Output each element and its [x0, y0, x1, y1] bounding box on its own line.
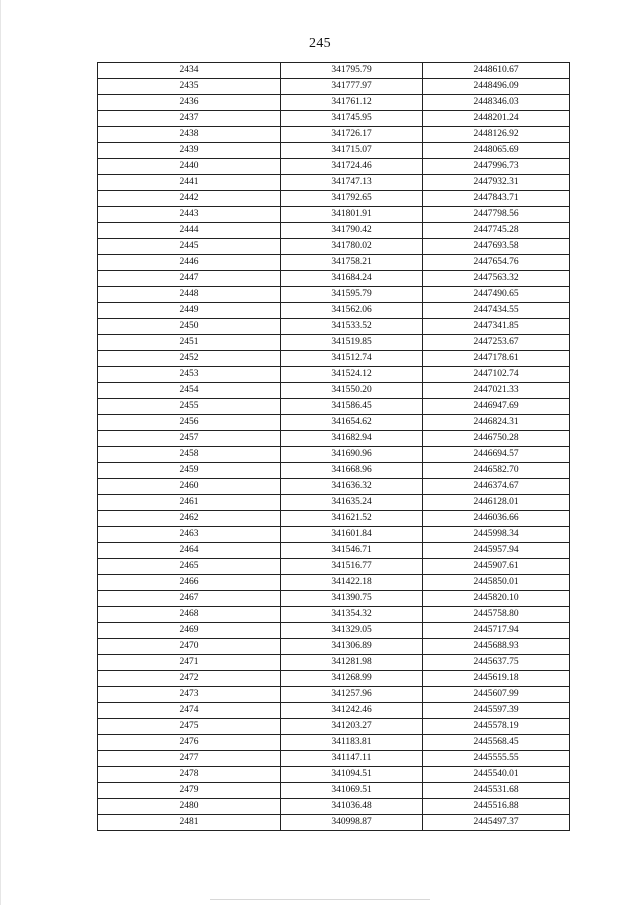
point-id-cell: 2440 [98, 159, 281, 175]
table-row [98, 143, 570, 159]
y-coordinate-cell: 2445850.01 [423, 575, 570, 591]
table-row [98, 719, 570, 735]
x-coordinate-cell: 341516.77 [281, 559, 423, 575]
point-id-cell: 2454 [98, 383, 281, 399]
x-coordinate-cell: 341668.96 [281, 463, 423, 479]
point-id-cell: 2467 [98, 591, 281, 607]
table-row [98, 287, 570, 303]
y-coordinate-cell: 2447932.31 [423, 175, 570, 191]
x-coordinate-cell: 340998.87 [281, 815, 423, 831]
table-row [98, 735, 570, 751]
table-row [98, 511, 570, 527]
y-coordinate-cell: 2447563.32 [423, 271, 570, 287]
y-coordinate-cell: 2446582.70 [423, 463, 570, 479]
x-coordinate-cell: 341257.96 [281, 687, 423, 703]
y-coordinate-cell: 2445998.34 [423, 527, 570, 543]
point-id-cell: 2441 [98, 175, 281, 191]
scan-edge-bottom [210, 899, 430, 900]
x-coordinate-cell: 341636.32 [281, 479, 423, 495]
point-id-cell: 2458 [98, 447, 281, 463]
x-coordinate-cell: 341635.24 [281, 495, 423, 511]
table-row [98, 79, 570, 95]
table-row [98, 271, 570, 287]
table-row [98, 303, 570, 319]
point-id-cell: 2456 [98, 415, 281, 431]
table-row [98, 559, 570, 575]
coordinate-table-body [98, 63, 570, 831]
x-coordinate-cell: 341422.18 [281, 575, 423, 591]
point-id-cell: 2480 [98, 799, 281, 815]
x-coordinate-cell: 341758.21 [281, 255, 423, 271]
table-row [98, 383, 570, 399]
point-id-cell: 2446 [98, 255, 281, 271]
x-coordinate-cell: 341801.91 [281, 207, 423, 223]
y-coordinate-cell: 2445555.55 [423, 751, 570, 767]
y-coordinate-cell: 2445607.99 [423, 687, 570, 703]
table-row [98, 319, 570, 335]
x-coordinate-cell: 341546.71 [281, 543, 423, 559]
table-row [98, 175, 570, 191]
x-coordinate-cell: 341747.13 [281, 175, 423, 191]
y-coordinate-cell: 2447253.67 [423, 335, 570, 351]
y-coordinate-cell: 2447654.76 [423, 255, 570, 271]
x-coordinate-cell: 341329.05 [281, 623, 423, 639]
y-coordinate-cell: 2447745.28 [423, 223, 570, 239]
x-coordinate-cell: 341519.85 [281, 335, 423, 351]
point-id-cell: 2457 [98, 431, 281, 447]
point-id-cell: 2473 [98, 687, 281, 703]
table-row [98, 767, 570, 783]
y-coordinate-cell: 2447490.65 [423, 287, 570, 303]
table-row [98, 687, 570, 703]
y-coordinate-cell: 2445540.01 [423, 767, 570, 783]
table-row [98, 799, 570, 815]
point-id-cell: 2481 [98, 815, 281, 831]
point-id-cell: 2463 [98, 527, 281, 543]
x-coordinate-cell: 341562.06 [281, 303, 423, 319]
y-coordinate-cell: 2446036.66 [423, 511, 570, 527]
x-coordinate-cell: 341036.48 [281, 799, 423, 815]
y-coordinate-cell: 2447102.74 [423, 367, 570, 383]
y-coordinate-cell: 2448496.09 [423, 79, 570, 95]
page-number: 245 [309, 36, 331, 51]
y-coordinate-cell: 2446750.28 [423, 431, 570, 447]
point-id-cell: 2447 [98, 271, 281, 287]
x-coordinate-cell: 341621.52 [281, 511, 423, 527]
x-coordinate-cell: 341094.51 [281, 767, 423, 783]
y-coordinate-cell: 2447996.73 [423, 159, 570, 175]
table-row [98, 255, 570, 271]
point-id-cell: 2437 [98, 111, 281, 127]
x-coordinate-cell: 341524.12 [281, 367, 423, 383]
table-row [98, 159, 570, 175]
y-coordinate-cell: 2445531.68 [423, 783, 570, 799]
y-coordinate-cell: 2445619.18 [423, 671, 570, 687]
x-coordinate-cell: 341690.96 [281, 447, 423, 463]
x-coordinate-cell: 341242.46 [281, 703, 423, 719]
x-coordinate-cell: 341586.45 [281, 399, 423, 415]
point-id-cell: 2469 [98, 623, 281, 639]
table-row [98, 223, 570, 239]
y-coordinate-cell: 2446128.01 [423, 495, 570, 511]
point-id-cell: 2449 [98, 303, 281, 319]
x-coordinate-cell: 341682.94 [281, 431, 423, 447]
y-coordinate-cell: 2445907.61 [423, 559, 570, 575]
y-coordinate-cell: 2448201.24 [423, 111, 570, 127]
point-id-cell: 2478 [98, 767, 281, 783]
x-coordinate-cell: 341715.07 [281, 143, 423, 159]
y-coordinate-cell: 2448610.67 [423, 63, 570, 79]
y-coordinate-cell: 2445497.37 [423, 815, 570, 831]
point-id-cell: 2472 [98, 671, 281, 687]
x-coordinate-cell: 341354.32 [281, 607, 423, 623]
y-coordinate-cell: 2447021.33 [423, 383, 570, 399]
point-id-cell: 2462 [98, 511, 281, 527]
x-coordinate-cell: 341777.97 [281, 79, 423, 95]
table-row [98, 399, 570, 415]
scan-edge-left [0, 0, 1, 905]
point-id-cell: 2452 [98, 351, 281, 367]
table-row [98, 591, 570, 607]
point-id-cell: 2439 [98, 143, 281, 159]
y-coordinate-cell: 2446947.69 [423, 399, 570, 415]
point-id-cell: 2474 [98, 703, 281, 719]
table-row [98, 335, 570, 351]
x-coordinate-cell: 341595.79 [281, 287, 423, 303]
point-id-cell: 2471 [98, 655, 281, 671]
table-row [98, 415, 570, 431]
x-coordinate-cell: 341281.98 [281, 655, 423, 671]
x-coordinate-cell: 341724.46 [281, 159, 423, 175]
y-coordinate-cell: 2445637.75 [423, 655, 570, 671]
x-coordinate-cell: 341795.79 [281, 63, 423, 79]
point-id-cell: 2477 [98, 751, 281, 767]
table-row [98, 95, 570, 111]
x-coordinate-cell: 341684.24 [281, 271, 423, 287]
point-id-cell: 2453 [98, 367, 281, 383]
table-row [98, 495, 570, 511]
table-row [98, 127, 570, 143]
x-coordinate-cell: 341726.17 [281, 127, 423, 143]
x-coordinate-cell: 341550.20 [281, 383, 423, 399]
table-row [98, 111, 570, 127]
point-id-cell: 2442 [98, 191, 281, 207]
y-coordinate-cell: 2445957.94 [423, 543, 570, 559]
y-coordinate-cell: 2446694.57 [423, 447, 570, 463]
point-id-cell: 2450 [98, 319, 281, 335]
point-id-cell: 2438 [98, 127, 281, 143]
table-row [98, 351, 570, 367]
table-row [98, 479, 570, 495]
y-coordinate-cell: 2447843.71 [423, 191, 570, 207]
table-row [98, 623, 570, 639]
y-coordinate-cell: 2446374.67 [423, 479, 570, 495]
y-coordinate-cell: 2445717.94 [423, 623, 570, 639]
table-row [98, 703, 570, 719]
x-coordinate-cell: 341792.65 [281, 191, 423, 207]
table-row [98, 783, 570, 799]
point-id-cell: 2434 [98, 63, 281, 79]
x-coordinate-cell: 341390.75 [281, 591, 423, 607]
point-id-cell: 2464 [98, 543, 281, 559]
point-id-cell: 2466 [98, 575, 281, 591]
y-coordinate-cell: 2445597.39 [423, 703, 570, 719]
y-coordinate-cell: 2445820.10 [423, 591, 570, 607]
x-coordinate-cell: 341601.84 [281, 527, 423, 543]
point-id-cell: 2444 [98, 223, 281, 239]
point-id-cell: 2479 [98, 783, 281, 799]
x-coordinate-cell: 341790.42 [281, 223, 423, 239]
point-id-cell: 2475 [98, 719, 281, 735]
x-coordinate-cell: 341183.81 [281, 735, 423, 751]
table-row [98, 575, 570, 591]
table-row [98, 207, 570, 223]
point-id-cell: 2443 [98, 207, 281, 223]
table-row [98, 543, 570, 559]
table-row [98, 239, 570, 255]
x-coordinate-cell: 341203.27 [281, 719, 423, 735]
y-coordinate-cell: 2448065.69 [423, 143, 570, 159]
point-id-cell: 2445 [98, 239, 281, 255]
x-coordinate-cell: 341761.12 [281, 95, 423, 111]
y-coordinate-cell: 2447434.55 [423, 303, 570, 319]
point-id-cell: 2436 [98, 95, 281, 111]
y-coordinate-cell: 2448346.03 [423, 95, 570, 111]
y-coordinate-cell: 2447341.85 [423, 319, 570, 335]
table-row [98, 639, 570, 655]
table-row [98, 655, 570, 671]
x-coordinate-cell: 341147.11 [281, 751, 423, 767]
table-row [98, 367, 570, 383]
point-id-cell: 2448 [98, 287, 281, 303]
table-row [98, 431, 570, 447]
y-coordinate-cell: 2447798.56 [423, 207, 570, 223]
point-id-cell: 2459 [98, 463, 281, 479]
table-row [98, 191, 570, 207]
point-id-cell: 2476 [98, 735, 281, 751]
y-coordinate-cell: 2445578.19 [423, 719, 570, 735]
point-id-cell: 2465 [98, 559, 281, 575]
point-id-cell: 2468 [98, 607, 281, 623]
x-coordinate-cell: 341533.52 [281, 319, 423, 335]
table-row [98, 815, 570, 831]
x-coordinate-cell: 341069.51 [281, 783, 423, 799]
table-row [98, 63, 570, 79]
coordinate-table [97, 62, 570, 831]
y-coordinate-cell: 2445516.88 [423, 799, 570, 815]
x-coordinate-cell: 341268.99 [281, 671, 423, 687]
y-coordinate-cell: 2448126.92 [423, 127, 570, 143]
y-coordinate-cell: 2446824.31 [423, 415, 570, 431]
y-coordinate-cell: 2445758.80 [423, 607, 570, 623]
y-coordinate-cell: 2445688.93 [423, 639, 570, 655]
table-row [98, 751, 570, 767]
point-id-cell: 2470 [98, 639, 281, 655]
x-coordinate-cell: 341654.62 [281, 415, 423, 431]
point-id-cell: 2435 [98, 79, 281, 95]
point-id-cell: 2461 [98, 495, 281, 511]
x-coordinate-cell: 341512.74 [281, 351, 423, 367]
x-coordinate-cell: 341306.89 [281, 639, 423, 655]
point-id-cell: 2460 [98, 479, 281, 495]
table-row [98, 527, 570, 543]
x-coordinate-cell: 341780.02 [281, 239, 423, 255]
table-row [98, 447, 570, 463]
y-coordinate-cell: 2447178.61 [423, 351, 570, 367]
table-row [98, 607, 570, 623]
y-coordinate-cell: 2445568.45 [423, 735, 570, 751]
point-id-cell: 2451 [98, 335, 281, 351]
y-coordinate-cell: 2447693.58 [423, 239, 570, 255]
table-row [98, 463, 570, 479]
x-coordinate-cell: 341745.95 [281, 111, 423, 127]
point-id-cell: 2455 [98, 399, 281, 415]
table-row [98, 671, 570, 687]
